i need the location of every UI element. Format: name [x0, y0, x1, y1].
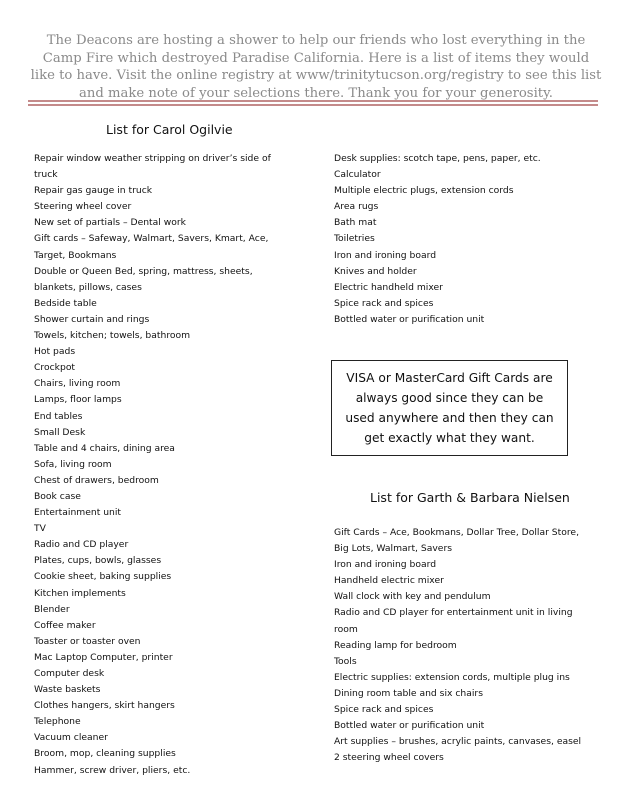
- list-item: 2 steering wheel covers: [334, 752, 444, 764]
- list-item: Cookie sheet, baking supplies: [34, 571, 172, 583]
- garth-list-heading: List for Garth & Barbara Nielsen: [370, 490, 570, 505]
- list-item: Wall clock with key and pendulum: [334, 591, 491, 603]
- list-item: Mac Laptop Computer, printer: [34, 651, 173, 663]
- list-item: Steering wheel cover: [34, 201, 132, 213]
- list-item: Radio and CD player: [34, 539, 129, 551]
- list-item: Kitchen implements: [34, 587, 126, 599]
- list-item: Broom, mop, cleaning supplies: [34, 748, 176, 760]
- gift-card-note-text: VISA or MasterCard Gift Cards are always good since they can be used anywhere and then they can get exactly what they want.: [345, 371, 554, 445]
- gift-card-note-box: [331, 360, 568, 456]
- list-item: Table and 4 chairs, dining area: [34, 442, 175, 454]
- list-item: Coffee maker: [34, 619, 96, 631]
- list-item: Chest of drawers, bedroom: [34, 474, 159, 486]
- list-item: Computer desk: [34, 668, 105, 679]
- list-item: Blender: [34, 603, 70, 615]
- list-item: Repair gas gauge in truck: [34, 185, 153, 197]
- list-item: Bath mat: [334, 217, 377, 229]
- list-item: Tools: [334, 655, 357, 667]
- list-item: Desk supplies: scotch tape, pens, paper, etc.: [334, 153, 541, 164]
- list-item: Entertainment unit: [34, 507, 122, 519]
- list-item: Telephone: [34, 716, 81, 728]
- list-item: Electric supplies: extension cords, multiple plug ins: [334, 671, 570, 683]
- list-item: Toaster or toaster oven: [34, 635, 141, 647]
- list-item: Hammer, screw driver, pliers, etc.: [34, 764, 191, 776]
- list-item: Spice rack and spices: [334, 297, 434, 309]
- list-item: Sofa, living room: [34, 458, 112, 470]
- intro-paragraph: The Deacons are hosting a shower to help our friends who lost everything in the Camp Fire which destroyed Paradise California. Here is a list of items they would like to have. Visit the online registry at www/trinitytucson.org/registry to see this list and make note of your selections there. Thank you for your generosity.: [30, 33, 602, 101]
- list-item: Handheld electric mixer: [334, 575, 444, 587]
- list-item: Gift Cards – Ace, Bookmans, Dollar Tree, Dollar Store, Big Lots, Walmart, Savers: [334, 527, 579, 555]
- list-item: Bottled water or purification unit: [334, 720, 485, 732]
- list-item: Book case: [34, 490, 81, 502]
- list-item: New set of partials – Dental work: [34, 217, 186, 229]
- list-item: Plates, cups, bowls, glasses: [34, 555, 162, 567]
- list-item: Electric handheld mixer: [334, 281, 443, 293]
- list-item: Lamps, floor lamps: [34, 394, 122, 406]
- carol-items-right: [334, 151, 624, 328]
- divider-line-bottom: [28, 104, 598, 106]
- list-item: Vacuum cleaner: [34, 732, 108, 744]
- list-item: Spice rack and spices: [334, 704, 434, 716]
- list-item: Waste baskets: [34, 684, 101, 696]
- list-item: Towels, kitchen; towels, bathroom: [34, 330, 191, 342]
- list-item: Shower curtain and rings: [34, 313, 150, 325]
- list-item: Bedside table: [34, 297, 97, 309]
- list-item: Area rugs: [334, 201, 379, 213]
- list-item: Reading lamp for bedroom: [334, 639, 457, 651]
- carol-list-heading: List for Carol Ogilvie: [106, 122, 233, 137]
- divider-line-top: [28, 100, 598, 102]
- list-item: Chairs, living room: [34, 378, 121, 390]
- list-item: Radio and CD player for entertainment unit in living room: [334, 607, 573, 635]
- list-item: Crockpot: [34, 362, 76, 374]
- list-item: Double or Queen Bed, spring, mattress, sheets, blankets, pillows, cases: [34, 265, 253, 293]
- list-item: Small Desk: [34, 426, 86, 438]
- list-item: TV: [34, 523, 46, 535]
- list-item: Hot pads: [34, 346, 76, 358]
- list-item: Dining room table and six chairs: [334, 687, 483, 699]
- list-item: Multiple electric plugs, extension cords: [334, 185, 514, 197]
- list-item: Toiletries: [334, 233, 375, 245]
- list-item: Gift cards – Safeway, Walmart, Savers, Kmart, Ace, Target, Bookmans: [34, 233, 269, 261]
- carol-items-left: [34, 151, 324, 779]
- list-item: Art supplies – brushes, acrylic paints, canvases, easel: [334, 736, 582, 748]
- list-item: Knives and holder: [334, 265, 417, 277]
- list-item: End tables: [34, 410, 83, 422]
- garth-items: [334, 525, 624, 766]
- list-item: Bottled water or purification unit: [334, 313, 485, 325]
- list-item: Repair window weather stripping on driver’s side of truck: [34, 153, 271, 181]
- list-item: Calculator: [334, 169, 381, 181]
- list-item: Iron and ironing board: [334, 559, 437, 571]
- list-item: Clothes hangers, skirt hangers: [34, 700, 175, 712]
- list-item: Iron and ironing board: [334, 249, 437, 261]
